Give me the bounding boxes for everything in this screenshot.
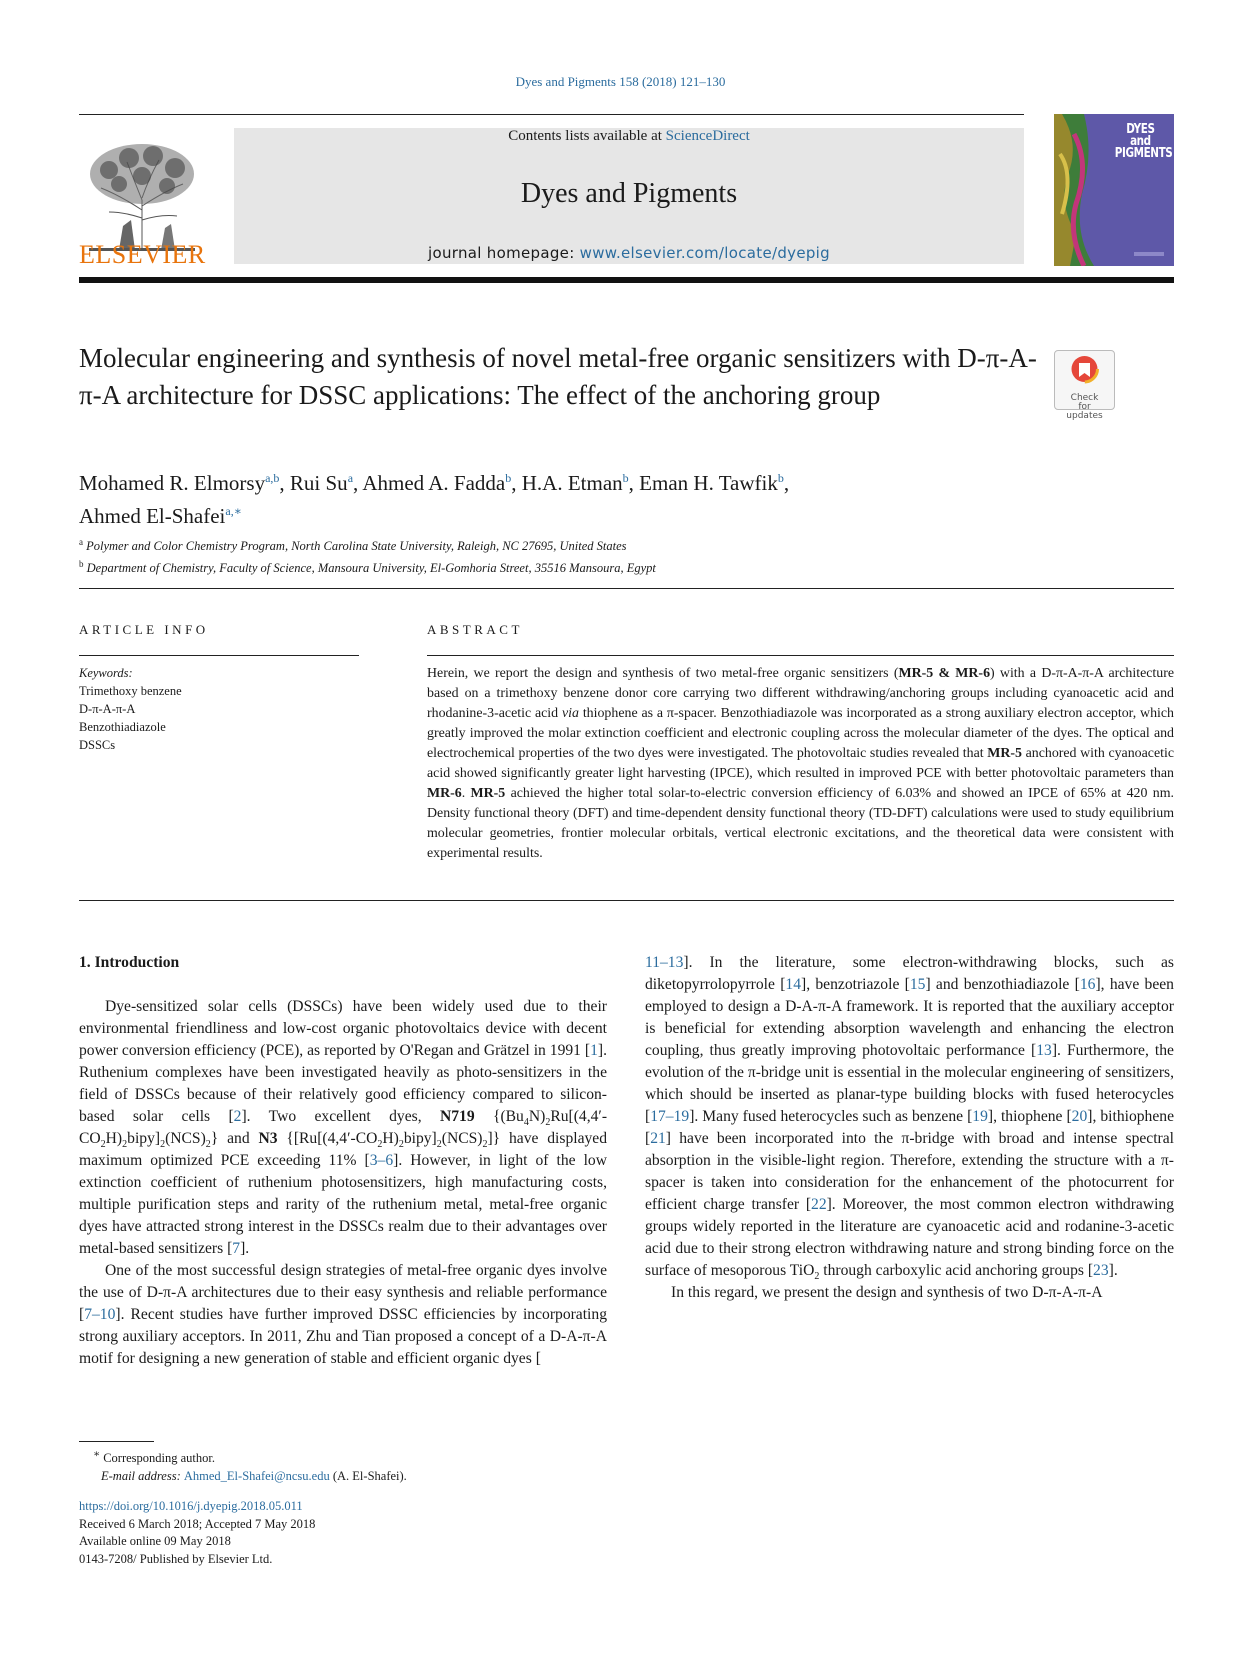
keywords-label: Keywords: xyxy=(79,666,133,680)
citation-link[interactable]: 19 xyxy=(972,1108,988,1125)
journal-citation-link[interactable]: Dyes and Pigments 158 (2018) 121–130 xyxy=(515,74,726,89)
keyword-item: D-π-A-π-A xyxy=(79,702,136,716)
body-column-left xyxy=(79,952,607,1370)
online-date: Available online 09 May 2018 xyxy=(79,1534,231,1548)
top-rule xyxy=(79,114,1024,115)
intro-paragraph-3: In this regard, we present the design and synthesis of two D-π-A-π-A xyxy=(671,1284,1103,1301)
footnote-rule xyxy=(79,1441,154,1442)
keyword-item: Trimethoxy benzene xyxy=(79,684,182,698)
citation-link[interactable]: 13 xyxy=(1036,1042,1052,1059)
intro-paragraph-1: Dye-sensitized solar cells (DSSCs) have been widely used due to their environmental friendliness and low-cost organic photovoltaics device with decent power conversion efficiency (PCE), as reported by O'Regan and Grätzel in 1991 [1]. Ruthenium complexes have been investigated heavily as photo-sensitizers in the field of DSSCs because of their relatively good efficiency compared to silicon-based solar cells [2]. Two excellent dyes, N719 $\{(Bu_4N)_2Ru[(4,4'-CO_2H)_2bipy]_2(NCS)_2\}$ and N3 $\{[Ru[(4,4'-CO_2H)_2bipy]_2(NCS)_2]\}$ have displayed maximum optimized PCE exceeding 11% [3–6]. However, in light of the low extinction coefficient of ruthenium photosensitizers, high manufacturing costs, multiple purification steps and rarity of the ruthenium metal, metal-free organic dyes have attracted strong interest in the DSSCs realm due to their advantages over metal-based sensitizers [7]. xyxy=(79,998,608,1257)
homepage-line xyxy=(234,244,1024,262)
section-heading-introduction: 1. Introduction xyxy=(79,954,180,971)
article-info-rule xyxy=(79,655,359,656)
publication-info xyxy=(79,1498,779,1568)
affiliation-mark: a xyxy=(79,537,83,547)
abstract-text: Herein, we report the design and synthesis of two metal-free organic sensitizers (MR-5 & MR-6) with a D-π-A-π-A architecture based on a trimethoxy benzene donor core carrying two different withdrawing/anchoring groups including cyanoacetic acid and rhodanine-3-acetic acid via thiophene as a π-spacer. Benzothiadiazole was incorporated as a strong auxiliary electron acceptor, which greatly improved the molar extinction coefficient and electronic coupling across the molecular diameter of the dyes. The optical and electrochemical properties of the two dyes were investigated. The photovoltaic studies revealed that MR-5 anchored with cyanoacetic acid showed significantly greater light harvesting (IPCE), which resulted in improved PCE with better photovoltaic parameters than MR-6. MR-5 achieved the higher total solar-to-electric conversion efficiency of 6.03% and showed an IPCE of 65% at 420 nm. Density functional theory (DFT) and time-dependent density functional theory (TD-DFT) calculations were used to study equilibrium molecular geometries, frontier molecular orbitals, vertical electronic excitations, and the theoretical data were consistent with experimental results. xyxy=(427,666,1174,861)
corresponding-author-note: ∗ Corresponding author. xyxy=(93,1449,215,1466)
article-title: Molecular engineering and synthesis of novel metal-free organic sensitizers with D-π-A-π-A architecture for DSSC applications: The effect of the anchoring group xyxy=(79,343,1037,410)
footnotes xyxy=(79,1446,779,1485)
citation-link[interactable]: 7 xyxy=(232,1240,241,1257)
author-separator: , xyxy=(628,471,640,495)
citation-link[interactable]: 15 xyxy=(909,976,926,993)
affiliation-text: Department of Chemistry, Faculty of Science, Mansoura University, El-Gomhoria Street, 35516 Mansoura, Egypt xyxy=(86,561,656,576)
intro-paragraph-2-start: One of the most successful design strategies of metal-free organic dyes involve the use of D-π-A architectures due to their easy synthesis and reliable performance [7–10]. Recent studies have further improved DSSC efficiencies by incorporating strong auxiliary acceptors. In 2011, Zhu and Tian proposed a concept of a D-A-π-A motif for designing a new generation of stable and efficient organic dyes [ xyxy=(79,1262,607,1367)
elsevier-wordmark: ELSEVIER xyxy=(79,240,206,269)
homepage-prefix: journal homepage: xyxy=(428,244,580,262)
citation-link[interactable]: 3–6 xyxy=(369,1152,394,1169)
body-column-right xyxy=(645,952,1174,1304)
journal-name: Dyes and Pigments xyxy=(520,178,738,209)
author-name: Ahmed A. Fadda xyxy=(362,471,506,495)
keyword-item: Benzothiadiazole xyxy=(79,720,166,734)
author-separator: , xyxy=(511,471,522,495)
check-updates-label: Check for updates xyxy=(1066,393,1103,421)
received-dates: Received 6 March 2018; Accepted 7 May 2018 xyxy=(79,1516,316,1531)
email-note: E-mail address: Ahmed_El-Shafei@ncsu.edu (A. El-Shafei). xyxy=(101,1469,407,1484)
author-name: H.A. Etman xyxy=(521,471,623,495)
header-thick-rule xyxy=(79,277,1174,283)
author-separator: , xyxy=(353,471,363,495)
abstract-heading: ABSTRACT xyxy=(427,622,523,637)
cover-title: DYES and PIGMENTS xyxy=(1114,122,1173,161)
author-name: Ahmed El-Shafei xyxy=(79,504,226,528)
affiliation-line xyxy=(79,533,979,555)
author-name: Eman H. Tawfik xyxy=(639,471,778,495)
keyword-item: DSSCs xyxy=(79,738,116,752)
author-list xyxy=(79,464,1079,530)
affiliation-line xyxy=(79,555,979,577)
issn-line: 0143-7208/ Published by Elsevier Ltd. xyxy=(79,1551,273,1566)
article-info-heading: ARTICLE INFO xyxy=(79,622,209,637)
citation-link[interactable]: 16 xyxy=(1079,976,1096,993)
journal-homepage-link[interactable]: www.elsevier.com/locate/dyepig xyxy=(579,244,830,262)
contents-prefix: Contents lists available at xyxy=(508,128,666,144)
author-separator: , xyxy=(783,471,790,495)
citation-link[interactable]: 21 xyxy=(650,1130,666,1147)
author-email-link[interactable]: Ahmed_El-Shafei@ncsu.edu xyxy=(183,1469,330,1484)
check-for-updates-button[interactable] xyxy=(1054,350,1115,421)
intro-paragraph-2-cont: 11–13]. In the literature, some electron-withdrawing blocks, such as diketopyrrolopyrrole [14], benzotriazole [15] and benzothiadiazole [16], have been employed to design a D-A-π-A framework. It is reported that the auxiliary acceptor is beneficial for extending absorption wavelength and enhancing the electron coupling, thus greatly improving photovoltaic performance [13]. Furthermore, the evolution of the π-bridge unit is essential in the molecular engineering of sensitizers, which should be inserted as planar-type building blocks with fused heterocycles [17–19]. Many fused heterocycles such as benzene [19], thiophene [20], bithiophene [21] have been incorporated into the π-bridge with broad and intense spectral absorption in the visible-light region. Therefore, extending the structure with a π-spacer is taken into consideration for the enhancement of the photocurrent for efficient charge transfer [22]. Moreover, the most common electron withdrawing groups widely reported in the literature are cyanoacetic acid and rodanine-3-acetic acid due to their strong electron withdrawing nature and strong binding force on the surface of mesoporous TiO$_2$ through carboxylic acid anchoring groups [23]. xyxy=(645,954,1174,1283)
citation-link[interactable]: 22 xyxy=(811,1196,827,1213)
citation-link[interactable]: 20 xyxy=(1071,1108,1088,1125)
contents-line xyxy=(234,128,1024,145)
citation-link[interactable]: 2 xyxy=(233,1108,242,1125)
citation-link[interactable]: 11–13 xyxy=(645,954,684,971)
affiliation-text: Polymer and Color Chemistry Program, North Carolina State University, Raleigh, NC 27695, United States xyxy=(86,539,627,554)
affiliation-mark: b xyxy=(79,559,84,570)
author-affiliation-mark[interactable]: a,b xyxy=(265,471,280,485)
citation-link[interactable]: 7–10 xyxy=(84,1306,116,1323)
author-name: Rui Su xyxy=(289,471,348,495)
check-updates-icon xyxy=(1055,351,1114,391)
abstract-rule xyxy=(427,655,1174,656)
citation-link[interactable]: 17–19 xyxy=(650,1108,690,1125)
sciencedirect-link[interactable]: ScienceDirect xyxy=(665,128,750,144)
author-affiliation-mark[interactable]: a,∗ xyxy=(225,504,242,518)
citation-link[interactable]: 1 xyxy=(590,1042,598,1059)
citation-link[interactable]: 23 xyxy=(1093,1262,1109,1279)
author-affiliation-mark[interactable]: b xyxy=(777,471,784,485)
affiliations xyxy=(79,533,979,577)
journal-cover-image xyxy=(1054,114,1174,266)
keywords-block xyxy=(79,664,359,754)
author-affiliation-mark[interactable]: a xyxy=(347,471,354,485)
author-affiliation-mark[interactable]: b xyxy=(505,471,512,485)
doi-link[interactable]: https://doi.org/10.1016/j.dyepig.2018.05.011 xyxy=(79,1499,303,1513)
abstract-bottom-rule xyxy=(79,900,1174,901)
author-affiliation-mark[interactable]: b xyxy=(622,471,629,485)
citation-link[interactable]: 14 xyxy=(785,976,801,993)
title-bottom-rule xyxy=(79,588,1174,589)
author-separator: , xyxy=(279,471,290,495)
author-name: Mohamed R. Elmorsy xyxy=(79,471,266,495)
